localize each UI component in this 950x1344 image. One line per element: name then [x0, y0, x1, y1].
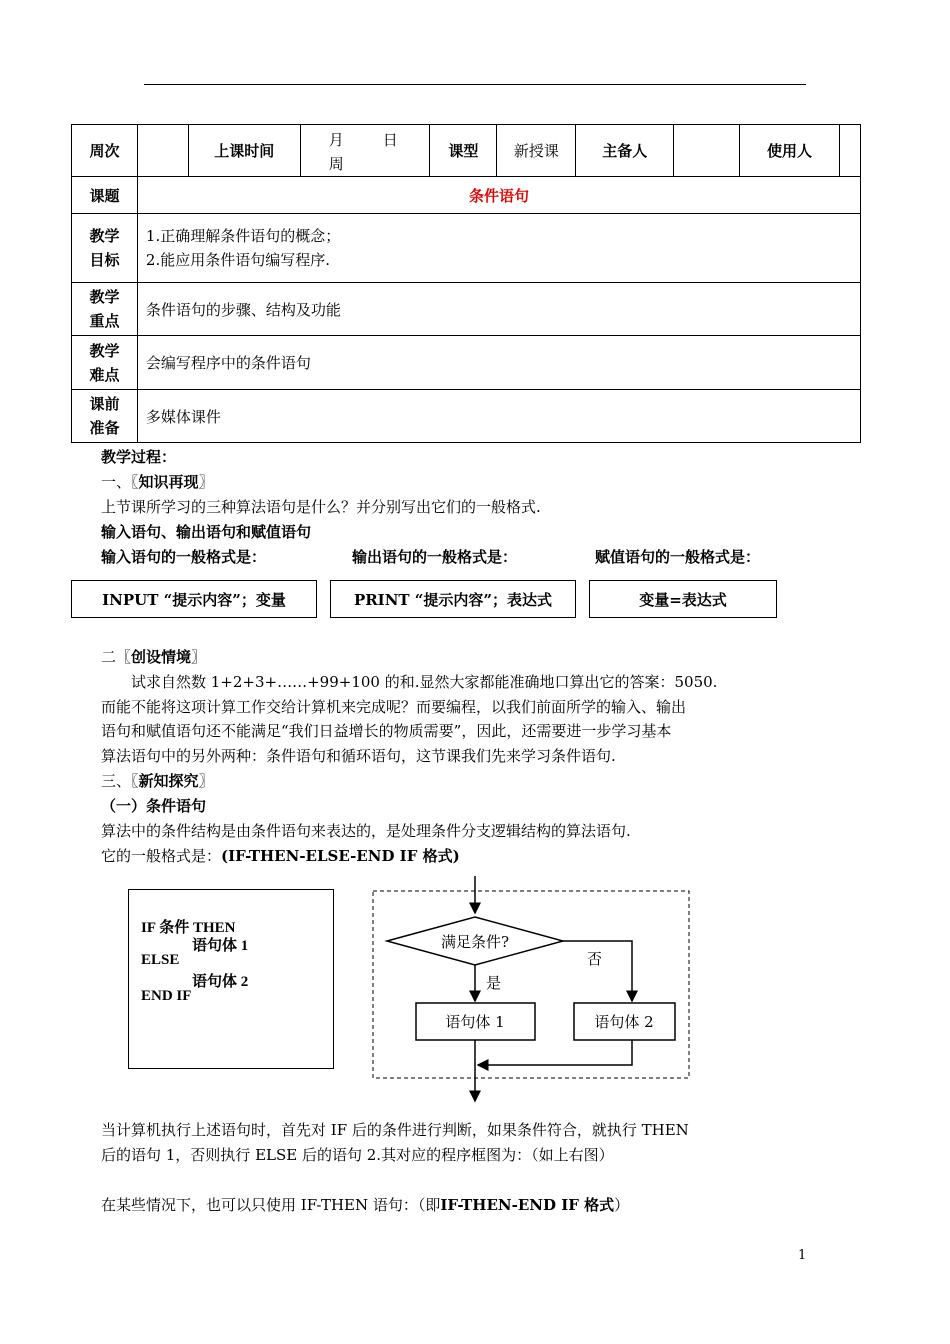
- topic-title: 条件语句: [137, 177, 860, 214]
- weekday-label: 周: [328, 154, 344, 173]
- header-rule: [144, 84, 806, 85]
- merge-arrow: [478, 1040, 632, 1065]
- code-line-1: IF 条件 THEN: [141, 920, 236, 936]
- section-3-heading: 三、〖新知探究〗: [101, 772, 214, 790]
- review-question: 上节课所学习的三种算法语句是什么？并分别写出它们的一般格式.: [101, 498, 541, 516]
- format-line: 它的一般格式是：(IF-THEN-ELSE-END IF 格式): [101, 847, 460, 865]
- input-format-box: INPUT “提示内容”；变量: [71, 580, 317, 618]
- three-statements: 输入语句、输出语句和赋值语句: [101, 523, 312, 541]
- key-points-value: 条件语句的步骤、结构及功能: [137, 283, 860, 336]
- process-title: 教学过程：: [101, 448, 177, 466]
- no-label: 否: [587, 950, 603, 968]
- body-2-label: 语句体 2: [594, 1013, 654, 1031]
- day-label: 日: [382, 130, 398, 149]
- goal-2: 2.能应用条件语句编写程序.: [145, 251, 331, 269]
- key-points-label: 教学 重点: [72, 283, 138, 336]
- user-value: [839, 125, 860, 177]
- if-then-line: 在某些情况下，也可以只使用 IF-THEN 语句：（即IF-THEN-END IF 格式）: [101, 1196, 630, 1214]
- definition-line: 算法中的条件结构是由条件语句来表达的，是处理条件分支逻辑结构的算法语句.: [101, 822, 631, 840]
- goals-label: 教学 目标: [72, 214, 138, 283]
- lesson-info-table: [71, 124, 861, 443]
- code-line-2: 语句体 1: [192, 938, 249, 954]
- code-line-3: ELSE: [141, 952, 180, 968]
- week-value: [137, 125, 188, 177]
- month-label: 月: [328, 130, 344, 149]
- goal-1: 1.正确理解条件语句的概念；: [145, 227, 341, 245]
- preparation-label: 课前 准备: [72, 390, 138, 443]
- topic-label: 课题: [72, 177, 138, 214]
- output-format-box: PRINT “提示内容”；表达式: [330, 580, 576, 618]
- subsection-1-heading: （一）条件语句: [101, 797, 207, 815]
- explain-line-2: 后的语句 1，否则执行 ELSE 后的语句 2.其对应的程序框图为：（如上右图）: [101, 1146, 614, 1164]
- output-format-label: 输出语句的一般格式是：: [352, 548, 518, 566]
- yes-label: 是: [486, 974, 502, 992]
- date-cell: [300, 125, 430, 177]
- difficulty-value: 会编写程序中的条件语句: [137, 336, 860, 390]
- assign-format-box: 变量=表达式: [589, 580, 777, 618]
- paragraph-2-line-1: 试求自然数 1+2+3+……+99+100 的和.显然大家都能准确地口算出它的答案：5050.: [131, 673, 718, 691]
- preparer-label: 主备人: [576, 125, 674, 177]
- paragraph-2-line-3: 语句和赋值语句还不能满足“我们日益增长的物质需要”，因此，还需要进一步学习基本: [101, 722, 672, 740]
- if-flowchart: [370, 876, 694, 1106]
- explain-line-1: 当计算机执行上述语句时，首先对 IF 后的条件进行判断，如果条件符合，就执行 THEN: [101, 1121, 689, 1139]
- code-line-5: END IF: [141, 988, 192, 1004]
- preparer-value: [674, 125, 740, 177]
- user-label: 使用人: [740, 125, 840, 177]
- section-2-heading: 二〖创设情境〗: [101, 648, 207, 666]
- difficulty-label: 教学 难点: [72, 336, 138, 390]
- page-number: 1: [798, 1248, 807, 1263]
- paragraph-2-line-4: 算法语句中的另外两种：条件语句和循环语句，这节课我们先来学习条件语句.: [101, 747, 616, 765]
- lesson-type-value: 新授课: [497, 125, 576, 177]
- class-time-label: 上课时间: [188, 125, 300, 177]
- input-format-label: 输入语句的一般格式是：: [101, 548, 267, 566]
- preparation-value: 多媒体课件: [137, 390, 860, 443]
- paragraph-2-line-2: 而能不能将这项计算工作交给计算机来完成呢？而要编程，以我们前面所学的输入、输出: [101, 698, 687, 716]
- week-label: 周次: [72, 125, 138, 177]
- assign-format-label: 赋值语句的一般格式是：: [595, 548, 761, 566]
- goals-value: [137, 214, 860, 283]
- code-line-4: 语句体 2: [192, 974, 249, 990]
- if-then-else-code-box: [128, 889, 334, 1069]
- lesson-type-label: 课型: [430, 125, 497, 177]
- section-1-heading: 一、〖知识再现〗: [101, 473, 214, 491]
- condition-label: 满足条件?: [440, 933, 510, 951]
- flowchart-dashed-frame: [373, 891, 689, 1078]
- body-1-label: 语句体 1: [445, 1013, 505, 1031]
